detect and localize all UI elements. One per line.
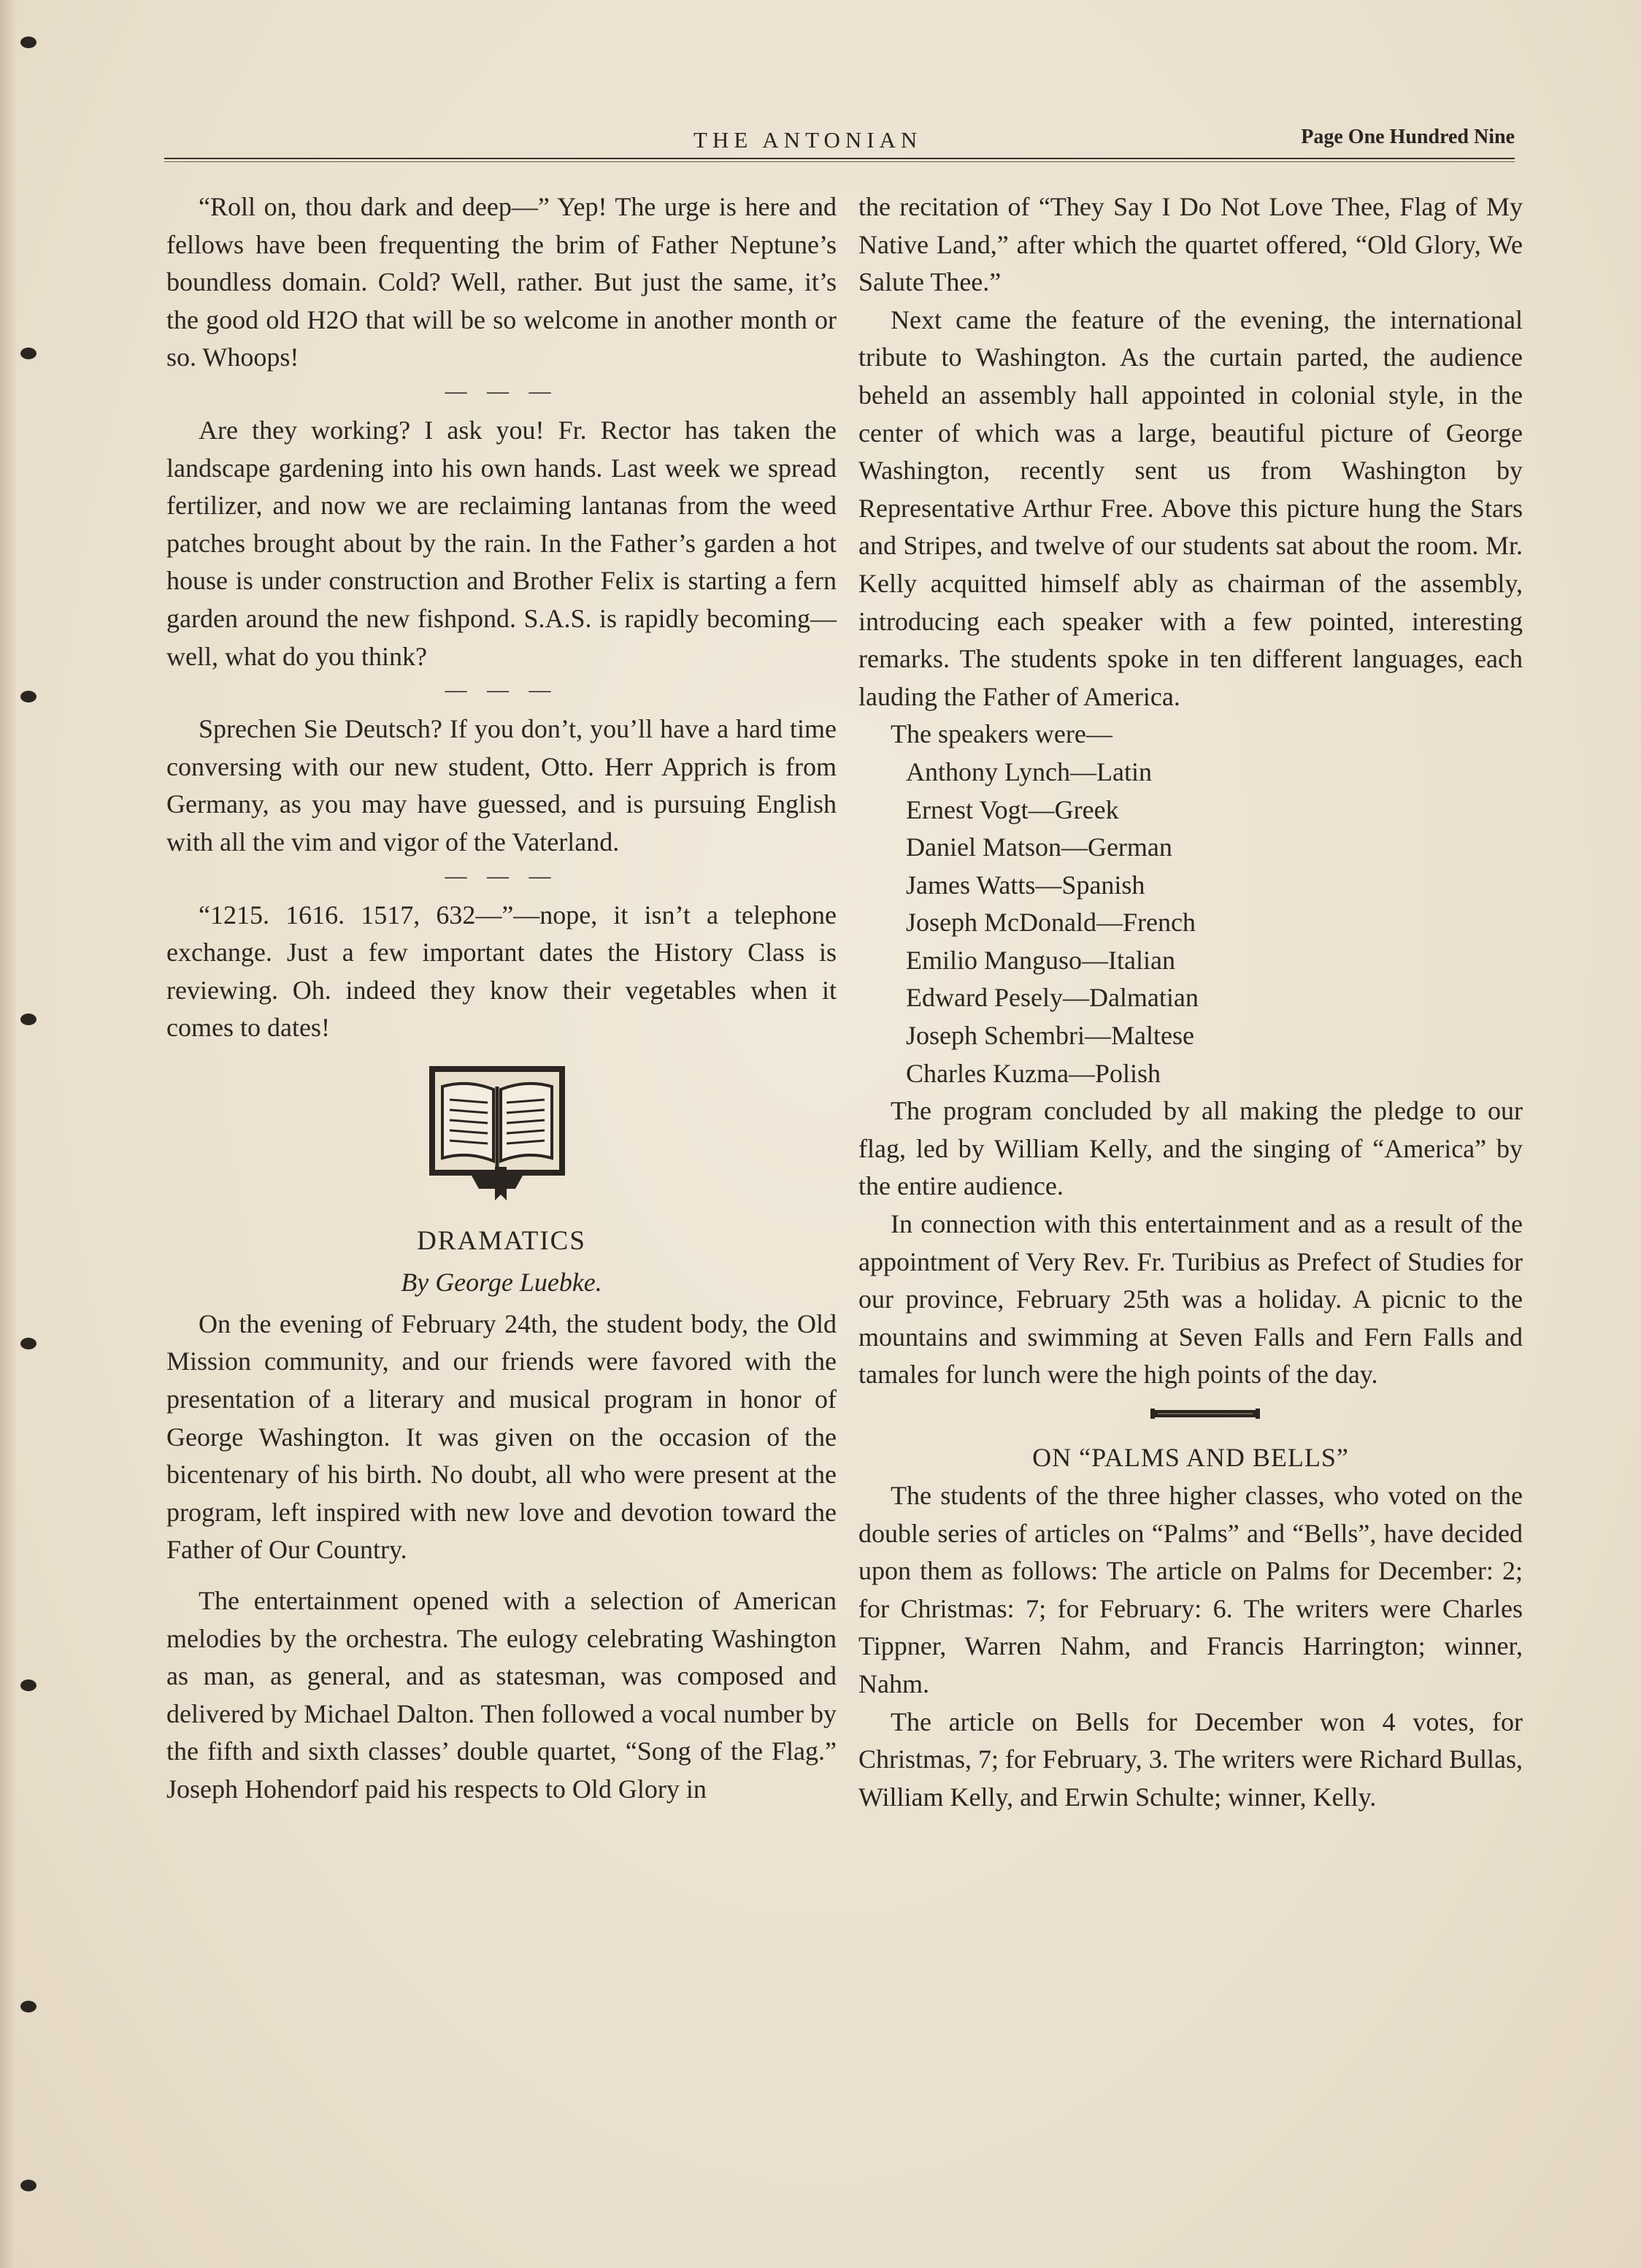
- binding-hole: [20, 1014, 36, 1025]
- header-rule: [164, 158, 1515, 159]
- paragraph-holiday: In connection with this entertainment and as a result of the appointment of Very Rev. Fr. Turibius as Prefect of Studies for our province, February 25th was a holiday. A picnic to the mountains and swimming at Seven Falls and Fern Falls and tamales for lunch were the high points of the day.: [858, 1209, 1523, 1390]
- paragraph-palms-vote: The students of the three higher classes, who voted on the double series of articles on “Palms” and “Bells”, have decided upon them as follows: The article on Palms for December: 2; for Christmas: 7; for February: 6. The writers were Charles Tippner, Warren Nahm, and Francis Harrington; winner, Nahm.: [858, 1481, 1523, 1698]
- running-header: [164, 124, 1515, 159]
- header-rule-thin: [164, 161, 1515, 162]
- page-number: Page One Hundred Nine: [1301, 126, 1515, 148]
- speakers-list: [858, 754, 1523, 1092]
- binding-hole: [20, 348, 36, 359]
- article-heading-dramatics: DRAMATICS: [417, 1225, 586, 1256]
- ornamental-bar-icon: [1150, 1407, 1260, 1422]
- list-item: James Watts—Spanish: [906, 870, 1145, 900]
- paragraph-program-conclusion: The program concluded by all making the pledge to our flag, led by William Kelly, and the singing of “America” by the entire audience.: [858, 1096, 1523, 1201]
- list-item: Charles Kuzma—Polish: [906, 1058, 1161, 1088]
- publication-title: THE ANTONIAN: [693, 127, 923, 153]
- paragraph-history-class: “1215. 1616. 1517, 632—”—nope, it isn’t a telephone exchange. Just a few important dates the History Class is reviewing. Oh. indeed they know their vegetables when it comes to dates!: [166, 900, 837, 1043]
- binding-hole: [20, 37, 36, 48]
- list-item: Joseph McDonald—French: [906, 908, 1196, 938]
- binding-hole: [20, 1338, 36, 1349]
- article-byline: By George Luebke.: [401, 1267, 602, 1297]
- paragraph-international-tribute: Next came the feature of the evening, the international tribute to Washington. As the curtain parted, the audience beheld an assembly hall appointed in colonial style, in the center of which was a large, beautiful picture of George Washington, recently sent us from Washington by Representative Arthur Free. Above this picture hung the Stars and Stripes, and twelve of our students sat about the room. Mr. Kelly acquitted himself ably as chairman of the assembly, introducing each speaker with a few pointed, interesting remarks. The students spoke in ten different languages, each lauding the Father of America.: [858, 304, 1523, 711]
- paragraph-new-student: Sprechen Sie Deutsch? If you don’t, you’ll have a hard time conversing with our new student, Otto. Herr Apprich is from Germany, as you may have guessed, and is pursuing English with all the vim and vigor of the Vaterland.: [166, 714, 837, 857]
- right-column: [858, 188, 1523, 1816]
- binding-hole: [20, 2001, 36, 2012]
- binding-hole: [20, 1679, 36, 1691]
- list-item: Edward Pesely—Dalmatian: [906, 983, 1199, 1013]
- paragraph-gardening: Are they working? I ask you! Fr. Rector has taken the landscape gardening into his own hands. Last week we spread fertilizer, and now we are reclaiming lantanas from the weed patches brought about by the rain. In the Father’s garden a hot house is under construction and Brother Felix is starting a fern garden around the new fishpond. S.A.S. is rapidly becoming—well, what do you think?: [166, 415, 837, 671]
- speakers-intro: The speakers were—: [891, 719, 1112, 749]
- left-column: [166, 188, 837, 1809]
- list-item: Joseph Schembri—Maltese: [906, 1021, 1194, 1051]
- paragraph-dramatics-intro: On the evening of February 24th, the student body, the Old Mission community, and our friends were favored with the presentation of a literary and musical program in honor of George Washington. It was given on the occasion of the bicentenary of his birth. No doubt, all who were present at the program, left inspired with new love and devotion toward the Father of Our Country.: [166, 1309, 837, 1565]
- paragraph-dramatics-program: The entertainment opened with a selection of American melodies by the orchestra. The eulogy celebrating Washington as man, as general, and as statesman, was composed and delivered by Michael Dalton. Then followed a vocal number by the fifth and sixth classes’ double quartet, “Song of the Flag.” Joseph Hohendorf paid his respects to Old Glory in: [166, 1586, 837, 1804]
- section-separator: — — —: [445, 678, 558, 702]
- section-separator: — — —: [445, 378, 558, 403]
- binding-hole: [20, 2180, 36, 2191]
- list-item: Emilio Manguso—Italian: [906, 945, 1175, 975]
- list-item: Daniel Matson—German: [906, 832, 1172, 862]
- open-book-ornament: [166, 1065, 955, 1203]
- article-heading-palms-bells: ON “PALMS AND BELLS”: [1032, 1443, 1349, 1472]
- section-separator: — — —: [445, 863, 558, 888]
- paragraph-recitation: the recitation of “They Say I Do Not Love Thee, Flag of My Native Land,” after which the quartet offered, “Old Glory, We Salute Thee.”: [858, 192, 1523, 297]
- open-book-icon: [428, 1065, 566, 1203]
- list-item: Ernest Vogt—Greek: [906, 794, 1119, 824]
- binding-hole: [20, 691, 36, 702]
- binding-edge: [0, 0, 16, 2268]
- ornamental-rule: [858, 1394, 1523, 1438]
- paragraph-bells-vote: The article on Bells for December won 4 votes, for Christmas, 7; for February, 3. The writers were Richard Bullas, William Kelly, and Erwin Schulte; winner, Kelly.: [858, 1706, 1523, 1812]
- list-item: Anthony Lynch—Latin: [906, 756, 1152, 786]
- paragraph-swimming: “Roll on, thou dark and deep—” Yep! The urge is here and fellows have been frequenting the brim of Father Neptune’s boundless domain. Cold? Well, rather. But just the same, it’s the good old H2O that will be so welcome in another month or so. Whoops!: [166, 192, 837, 372]
